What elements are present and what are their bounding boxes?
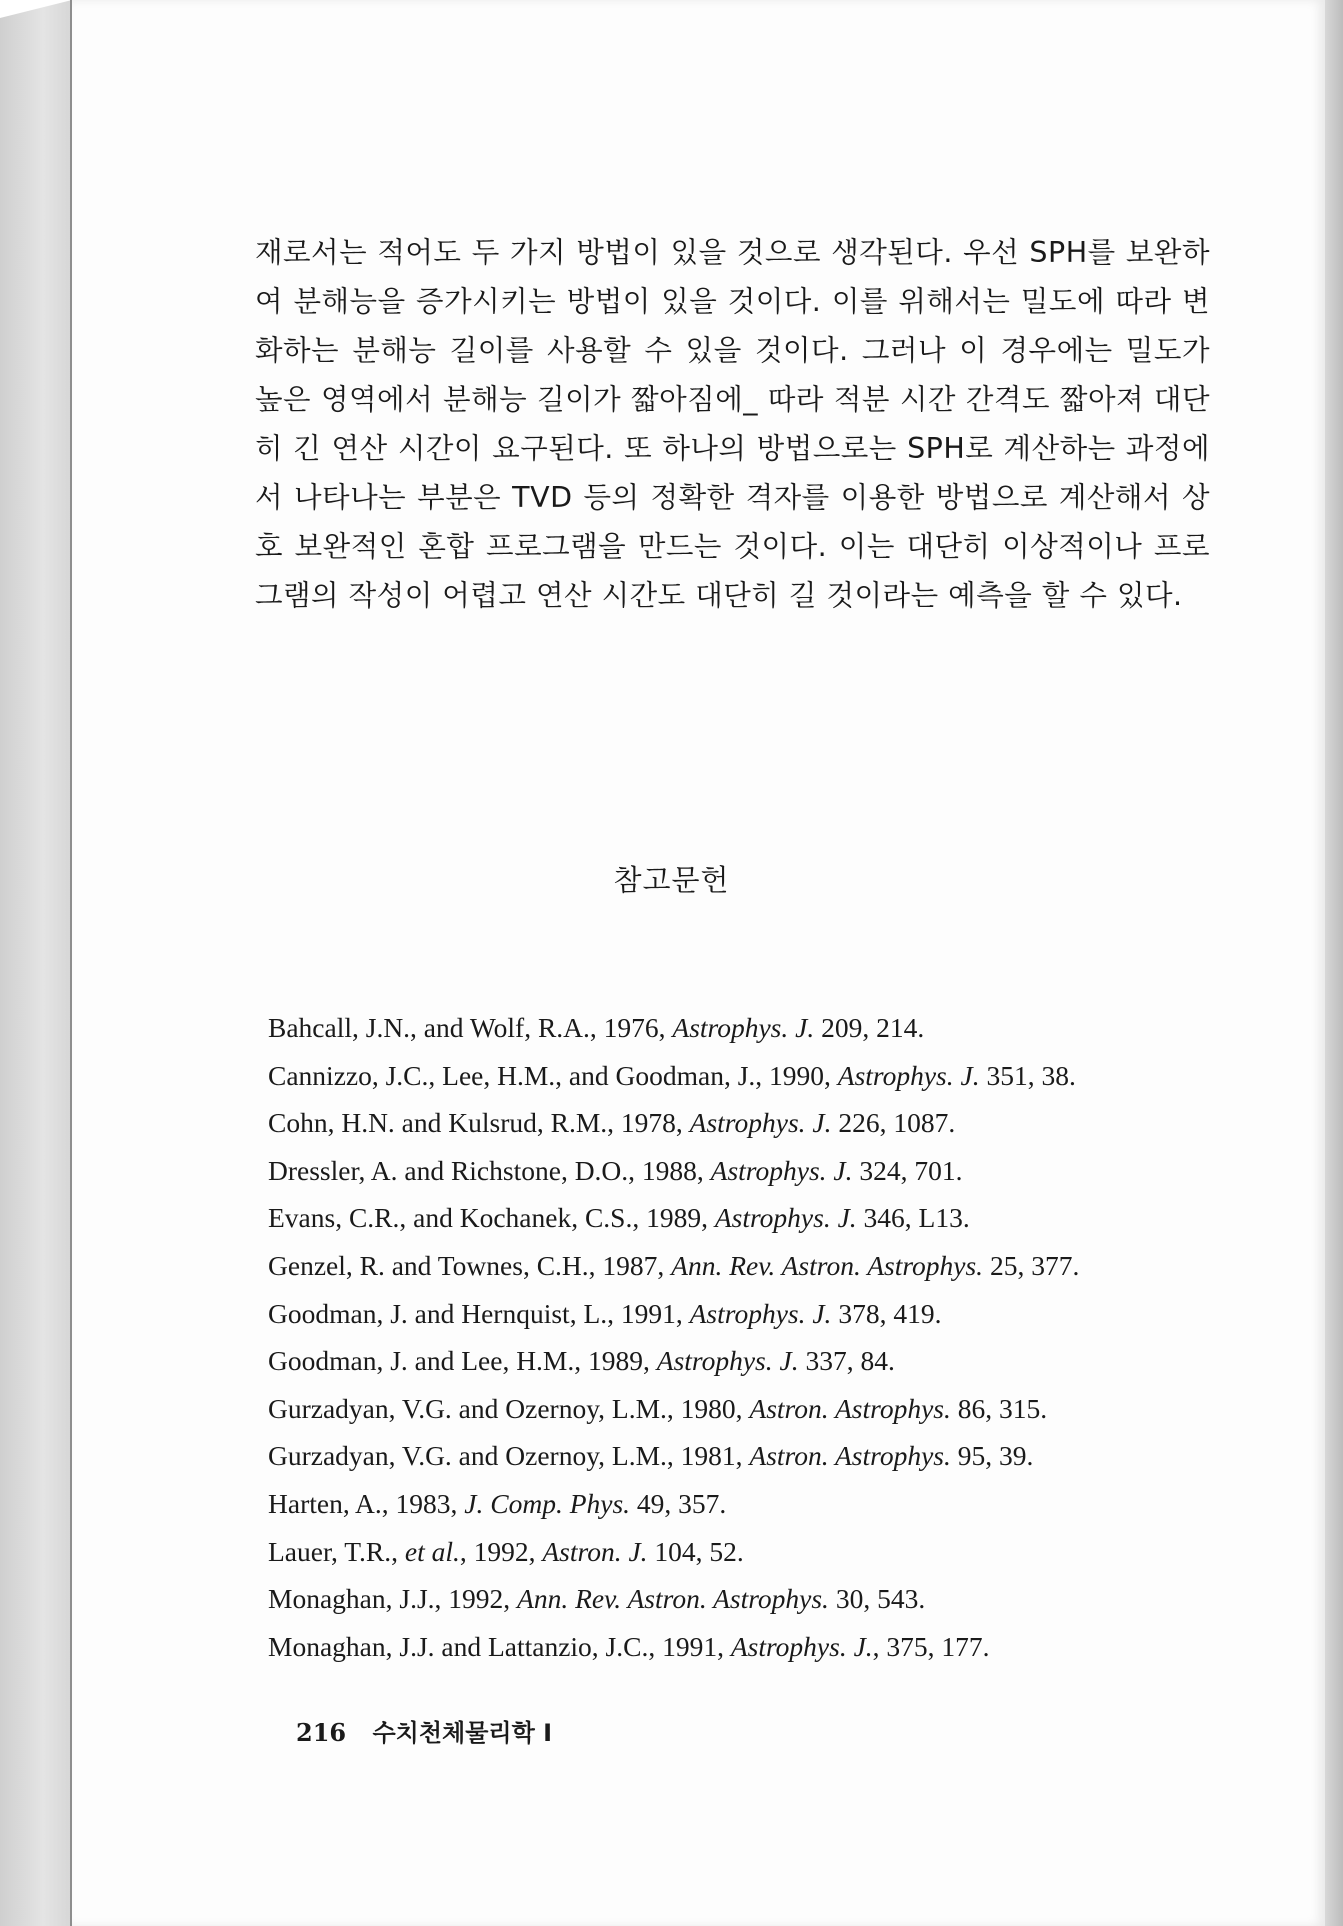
reference-item: Cannizzo, J.C., Lee, H.M., and Goodman, J., 1990, Astrophys. J. 351, 38. [268, 1059, 1076, 1091]
reference-item: Gurzadyan, V.G. and Ozernoy, L.M., 1981, Astron. Astrophys. 95, 39. [268, 1440, 1034, 1472]
book-spine [0, 0, 72, 1926]
reference-item: Evans, C.R., and Kochanek, C.S., 1989, Astrophys. J. 346, L13. [268, 1202, 970, 1234]
reference-item: Goodman, J. and Hernquist, L., 1991, Astrophys. J. 378, 419. [268, 1297, 942, 1329]
page-footer [296, 1713, 552, 1748]
reference-item: Genzel, R. and Townes, C.H., 1987, Ann. Rev. Astron. Astrophys. 25, 377. [268, 1249, 1080, 1281]
reference-item: Bahcall, J.N., and Wolf, R.A., 1976, Astrophys. J. 209, 214. [268, 1012, 925, 1043]
reference-item: Gurzadyan, V.G. and Ozernoy, L.M., 1980, Astron. Astrophys. 86, 315. [268, 1392, 1048, 1424]
body-paragraph: 재로서는 적어도 두 가지 방법이 있을 것으로 생각된다. 우선 SPH를 보완하여 분해능을 증가시키는 방법이 있을 것이다. 이를 위해서는 밀도에 따라 변화하는 분해능 길이를 사용할 수 있을 것이다. 그러나 이 경우에는 밀도가 높은 영역에서 분해능 길이가 짧아짐에_ 따라 적분 시간 간격도 짧아져 대단히 긴 연산 시간이 요구된다. 또 하나의 방법으로는 SPH로 계산하는 과정에서 나타나는 부분은 TVD 등의 정확한 격자를 이용한 방법으로 계산해서 상호 보완적인 혼합 프로그램을 만드는 것이다. 이는 대단히 이상적이나 프로그램의 작성이 어렵고 연산 시간도 대단히 길 것이라는 예측을 할 수 있다. [255, 236, 1210, 612]
page-right-edge [1325, 0, 1343, 1926]
reference-item: Monaghan, J.J., 1992, Ann. Rev. Astron. Astrophys. 30, 543. [268, 1583, 926, 1615]
reference-item: Goodman, J. and Lee, H.M., 1989, Astrophys. J. 337, 84. [268, 1345, 895, 1377]
reference-item: Harten, A., 1983, J. Comp. Phys. 49, 357. [268, 1487, 727, 1519]
book-title: 수치천체물리학 I [372, 1719, 553, 1747]
reference-list [268, 1004, 1228, 1670]
page-number: 216 [296, 1718, 347, 1747]
reference-item: Lauer, T.R., et al., 1992, Astron. J. 104, 52. [268, 1535, 744, 1567]
reference-item: Cohn, H.N. and Kulsrud, R.M., 1978, Astrophys. J. 226, 1087. [268, 1107, 956, 1139]
reference-item: Monaghan, J.J. and Lattanzio, J.C., 1991, Astrophys. J., 375, 177. [268, 1630, 990, 1662]
section-title-references: 참고문헌 [613, 863, 730, 897]
reference-item: Dressler, A. and Richstone, D.O., 1988, Astrophys. J. 324, 701. [268, 1154, 963, 1186]
